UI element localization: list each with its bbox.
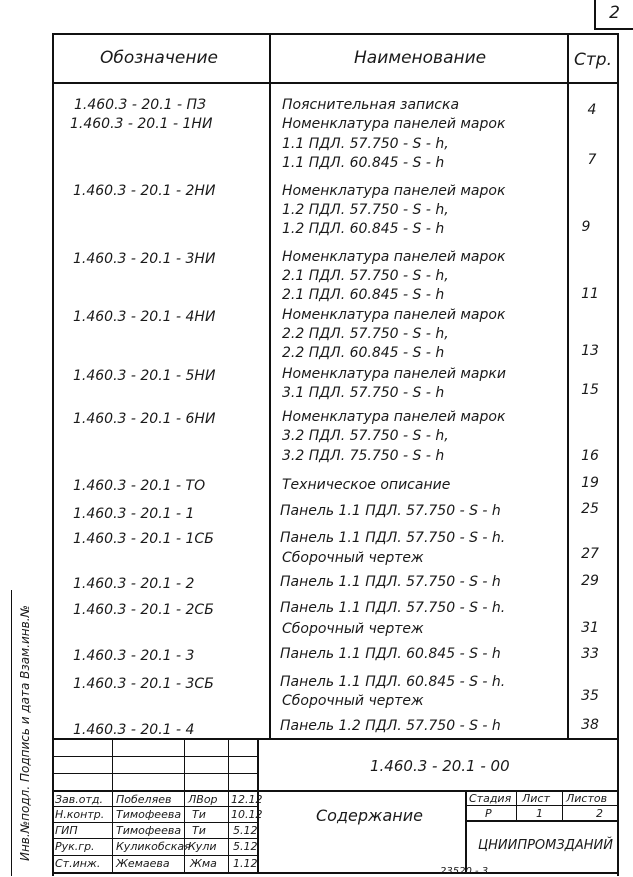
row-name: Техническое описание — [282, 477, 451, 493]
row-page: 31 — [581, 620, 599, 636]
person-name: Куликобская — [116, 840, 191, 853]
frame-right — [617, 33, 619, 876]
person-date: 5.12 — [233, 840, 258, 853]
row-page: 7 — [587, 152, 597, 168]
row-code: 1.460.3 - 20.1 - 6НИ — [73, 411, 216, 427]
row-name: Панель 1.1 ПДЛ. 60.845 - S - h. — [280, 674, 506, 690]
row-code: 1.460.3 - 20.1 - 4 — [73, 722, 195, 738]
frame-bottom — [52, 872, 619, 874]
person-name: Жемаева — [116, 857, 170, 870]
row-page: 9 — [581, 219, 591, 235]
row-page: 33 — [581, 646, 599, 662]
sheet-number-box — [594, 0, 633, 30]
sheet-value: 1 — [536, 807, 543, 820]
row-name: 3.2 ПДЛ. 57.750 - S - h, — [282, 428, 449, 444]
row-name: Панель 1.1 ПДЛ. 60.845 - S - h — [280, 646, 501, 662]
col-separator-2 — [567, 33, 569, 738]
frame-top — [52, 33, 619, 35]
side-stamp — [11, 590, 39, 876]
row-page: 11 — [581, 286, 599, 302]
person-role: Зав.отд. — [55, 793, 104, 806]
row-code: 1.460.3 - 20.1 - 3 — [73, 648, 195, 664]
row-name: 1.1 ПДЛ. 57.750 - S - h, — [282, 136, 449, 152]
row-name: Панель 1.1 ПДЛ. 57.750 - S - h. — [280, 600, 506, 616]
person-signature: Ти — [192, 808, 206, 821]
person-signature: ЛВор — [188, 793, 218, 806]
stage-value: Р — [485, 807, 492, 820]
stage-label: Стадия — [469, 792, 512, 805]
person-signature: Ти — [192, 824, 206, 837]
row-code: 1.460.3 - 20.1 - 2СБ — [73, 602, 214, 618]
row-name: Номенклатура панелей марок — [282, 249, 506, 265]
row-name: Сборочный чертеж — [282, 621, 424, 637]
header-page: Стр. — [574, 50, 612, 70]
row-page: 4 — [587, 102, 597, 118]
header-name: Наименование — [354, 48, 487, 68]
row-name: Сборочный чертеж — [282, 550, 424, 566]
title-block-mid — [257, 790, 619, 792]
row-name: 1.2 ПДЛ. 57.750 - S - h, — [282, 202, 449, 218]
row-name: Номенклатура панелей марки — [282, 366, 506, 382]
person-date: 12.12 — [231, 793, 263, 806]
stage-row-line — [465, 805, 619, 806]
title-block-top — [52, 738, 619, 740]
row-code: 1.460.3 - 20.1 - 2НИ — [73, 183, 216, 199]
person-name: Тимофеева — [116, 808, 182, 821]
row-name: 1.1 ПДЛ. 60.845 - S - h — [282, 155, 445, 171]
row-code: 1.460.3 - 20.1 - 1СБ — [73, 531, 214, 547]
row-name: 2.1 ПДЛ. 60.845 - S - h — [282, 287, 445, 303]
grid-col — [112, 738, 113, 874]
row-name: Номенклатура панелей марок — [282, 409, 506, 425]
row-code: 1.460.3 - 20.1 - 4НИ — [73, 309, 216, 325]
row-name: Панель 1.1 ПДЛ. 57.750 - S - h. — [280, 530, 506, 546]
header-separator — [52, 82, 619, 84]
row-page: 13 — [581, 343, 599, 359]
person-date: 10.12 — [231, 808, 263, 821]
row-page: 27 — [581, 546, 599, 562]
person-role: Рук.гр. — [55, 840, 95, 853]
row-name: Панель 1.1 ПДЛ. 57.750 - S - h — [280, 503, 501, 519]
row-code: 1.460.3 - 20.1 - 2 — [73, 576, 195, 592]
row-name: Сборочный чертеж — [282, 693, 424, 709]
row-code: 1.460.3 - 20.1 - ТО — [73, 478, 206, 494]
organization: ЦНИИПРОМЗДАНИЙ — [478, 838, 613, 853]
person-signature: Кули — [188, 840, 217, 853]
title-block-right-divider — [465, 790, 467, 874]
row-code: 1.460.3 - 20.1 - 3НИ — [73, 251, 216, 267]
sheet-number: 2 — [609, 3, 620, 23]
person-date: 1.12 — [233, 857, 258, 870]
row-name: Панель 1.2 ПДЛ. 57.750 - S - h — [280, 718, 501, 734]
sheets-value: 2 — [596, 807, 603, 820]
footer-code: 23520 - 3 — [440, 866, 489, 877]
person-name: Тимофеева — [116, 824, 182, 837]
row-name: 2.1 ПДЛ. 57.750 - S - h, — [282, 268, 449, 284]
grid-col — [228, 738, 229, 874]
row-name: 2.2 ПДЛ. 57.750 - S - h, — [282, 326, 449, 342]
row-page: 38 — [581, 717, 599, 733]
row-page: 19 — [581, 475, 599, 491]
row-code: 1.460.3 - 20.1 - 5НИ — [73, 368, 216, 384]
stage-divider-2 — [562, 790, 563, 821]
grid-col — [184, 738, 185, 874]
row-page: 35 — [581, 688, 599, 704]
row-name: Пояснительная записка — [282, 97, 460, 113]
row-name: Номенклатура панелей марок — [282, 307, 506, 323]
sheet-label: Лист — [522, 792, 550, 805]
person-signature: Жма — [190, 857, 217, 870]
row-name: Номенклатура панелей марок — [282, 116, 506, 132]
sheets-label: Листов — [566, 792, 608, 805]
document-code: 1.460.3 - 20.1 - 00 — [370, 757, 510, 775]
stage-bottom-line — [465, 820, 619, 822]
stage-divider-1 — [516, 790, 517, 821]
person-role: Н.контр. — [55, 808, 105, 821]
document-title: Содержание — [316, 806, 423, 825]
col-separator-1 — [269, 33, 271, 738]
row-code: 1.460.3 - 20.1 - 3СБ — [73, 676, 214, 692]
person-role: Ст.инж. — [55, 857, 101, 870]
side-stamp-text: Инв.№подл. Подпись и дата Взам.инв.№ — [18, 604, 32, 862]
person-name: Побеляев — [116, 793, 172, 806]
row-page: 25 — [581, 501, 599, 517]
person-date: 5.12 — [233, 824, 258, 837]
frame-left — [52, 33, 54, 876]
row-name: 3.2 ПДЛ. 75.750 - S - h — [282, 448, 445, 464]
row-code: 1.460.3 - 20.1 - ПЗ — [74, 97, 207, 113]
row-name: 3.1 ПДЛ. 57.750 - S - h — [282, 385, 445, 401]
header-designation: Обозначение — [100, 48, 218, 68]
row-name: Панель 1.1 ПДЛ. 57.750 - S - h — [280, 574, 501, 590]
row-code: 1.460.3 - 20.1 - 1НИ — [70, 116, 213, 132]
row-page: 15 — [581, 382, 599, 398]
side-stamp-border — [11, 590, 12, 876]
row-name: 2.2 ПДЛ. 60.845 - S - h — [282, 345, 445, 361]
row-name: Номенклатура панелей марок — [282, 183, 506, 199]
row-page: 16 — [581, 448, 599, 464]
row-page: 29 — [581, 573, 599, 589]
person-role: ГИП — [55, 824, 78, 837]
row-name: 1.2 ПДЛ. 60.845 - S - h — [282, 221, 445, 237]
row-code: 1.460.3 - 20.1 - 1 — [73, 506, 195, 522]
